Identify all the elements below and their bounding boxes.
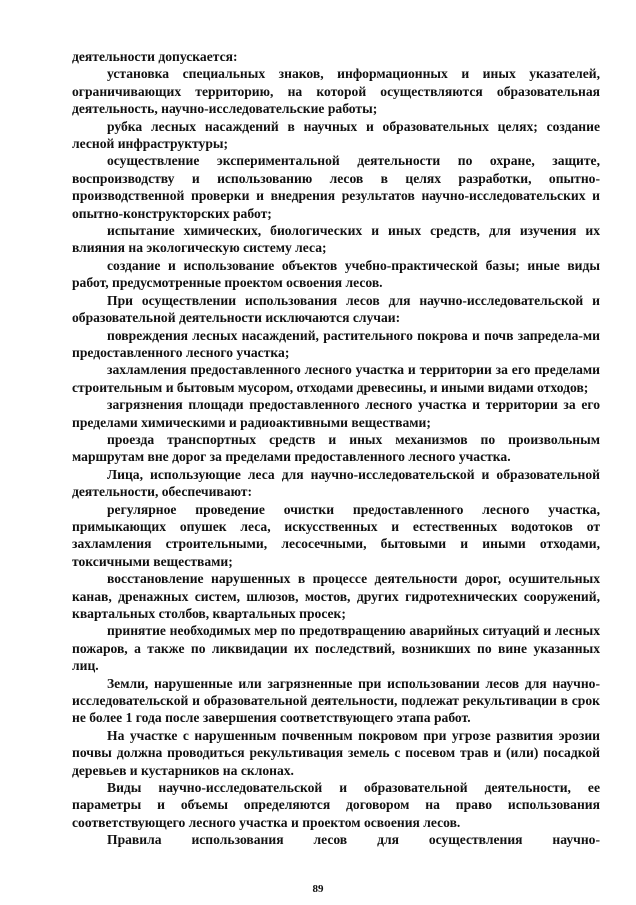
- paragraph-rules-start: Правила использования лесов для осуществления научно-: [107, 832, 600, 848]
- list-item-pollution: загрязнения площади предоставленного лесного участка и территории за его пределами химическими и радиоактивными веществами;: [72, 397, 600, 430]
- paragraph-erosion: На участке с нарушенным почвенным покровом при угрозе развития эрозии почвы должна проводиться рекультивация земель с посевом трав и (или) посадкой деревьев и кустарников на склонах.: [72, 727, 600, 778]
- paragraph-obligations: Лица, использующие леса для научно-исследовательской и образовательной деятельности, обеспечивают:: [72, 466, 600, 500]
- paragraph-recultivation: Земли, нарушенные или загрязненные при использовании лесов для научно-исследовательской и образовательной деятельности, подлежат рекультивации в срок не более 1 года после завершения соответствующего этапа работ.: [72, 675, 600, 726]
- list-item-cleaning: регулярное проведение очистки предоставленного лесного участка, примыкающих опушек леса, искусственных и естественных водотоков от захламления строительными, лесосечными, бытовыми и иными отходами, токсичными веществами;: [72, 501, 600, 569]
- list-item-signs: установка специальных знаков, информационных и иных указателей, ограничивающих территорию, на которой осуществляются образовательная деятельность, научно-исследовательские работы;: [72, 66, 600, 117]
- paragraph-continuation: деятельности допускается:: [72, 49, 238, 64]
- list-item-training-base: создание и использование объектов учебно-практической базы; иные виды работ, предусмотренные проектом освоения лесов.: [72, 257, 600, 291]
- list-item-emergency-measures: принятие необходимых мер по предотвращению аварийных ситуаций и лесных пожаров, а также по ликвидации их последствий, возникших по вине указанных лиц.: [72, 623, 600, 674]
- paragraph-activity-types: Виды научно-исследовательской и образовательной деятельности, ее параметры и объемы определяются договором на право использования соответствующего лесного участка и проектом освоения лесов.: [72, 780, 600, 830]
- paragraph-excluded-cases: При осуществлении использования лесов для научно-исследовательской и образовательной деятельности исключаются случаи:: [72, 292, 600, 326]
- list-item-vehicles: проезда транспортных средств и иных механизмов по произвольным маршрутам вне дорог за пределами предоставленного лесного участка.: [72, 431, 600, 465]
- list-item-felling: рубка лесных насаждений в научных и образовательных целях; создание лесной инфраструктуры;: [72, 118, 600, 152]
- list-item-restoration: восстановление нарушенных в процессе деятельности дорог, осушительных канав, дренажных систем, шлюзов, мостов, других гидротехнических сооружений, квартальных столбов, квартальных просек;: [72, 571, 600, 621]
- list-item-damage: повреждения лесных насаждений, растительного покрова и почв запредела-ми предоставленного лесного участка;: [72, 327, 600, 360]
- list-item-littering: захламления предоставленного лесного участка и территории за его пределами строительным и бытовым мусором, отходами древесины, и иными видами отходов;: [72, 362, 600, 395]
- list-item-experimental-activity: осуществление экспериментальной деятельности по охране, защите, воспроизводству и использованию лесов в целях разработки, опытно-производственной проверки и внедрения результатов научно-исследовательских и опытно-конструкторских работ;: [72, 153, 600, 221]
- page-number: 89: [312, 883, 324, 895]
- list-item-testing-substances: испытание химических, биологических и иных средств, для изучения их влияния на экологическую систему леса;: [72, 223, 600, 256]
- page-body-text: [72, 48, 600, 849]
